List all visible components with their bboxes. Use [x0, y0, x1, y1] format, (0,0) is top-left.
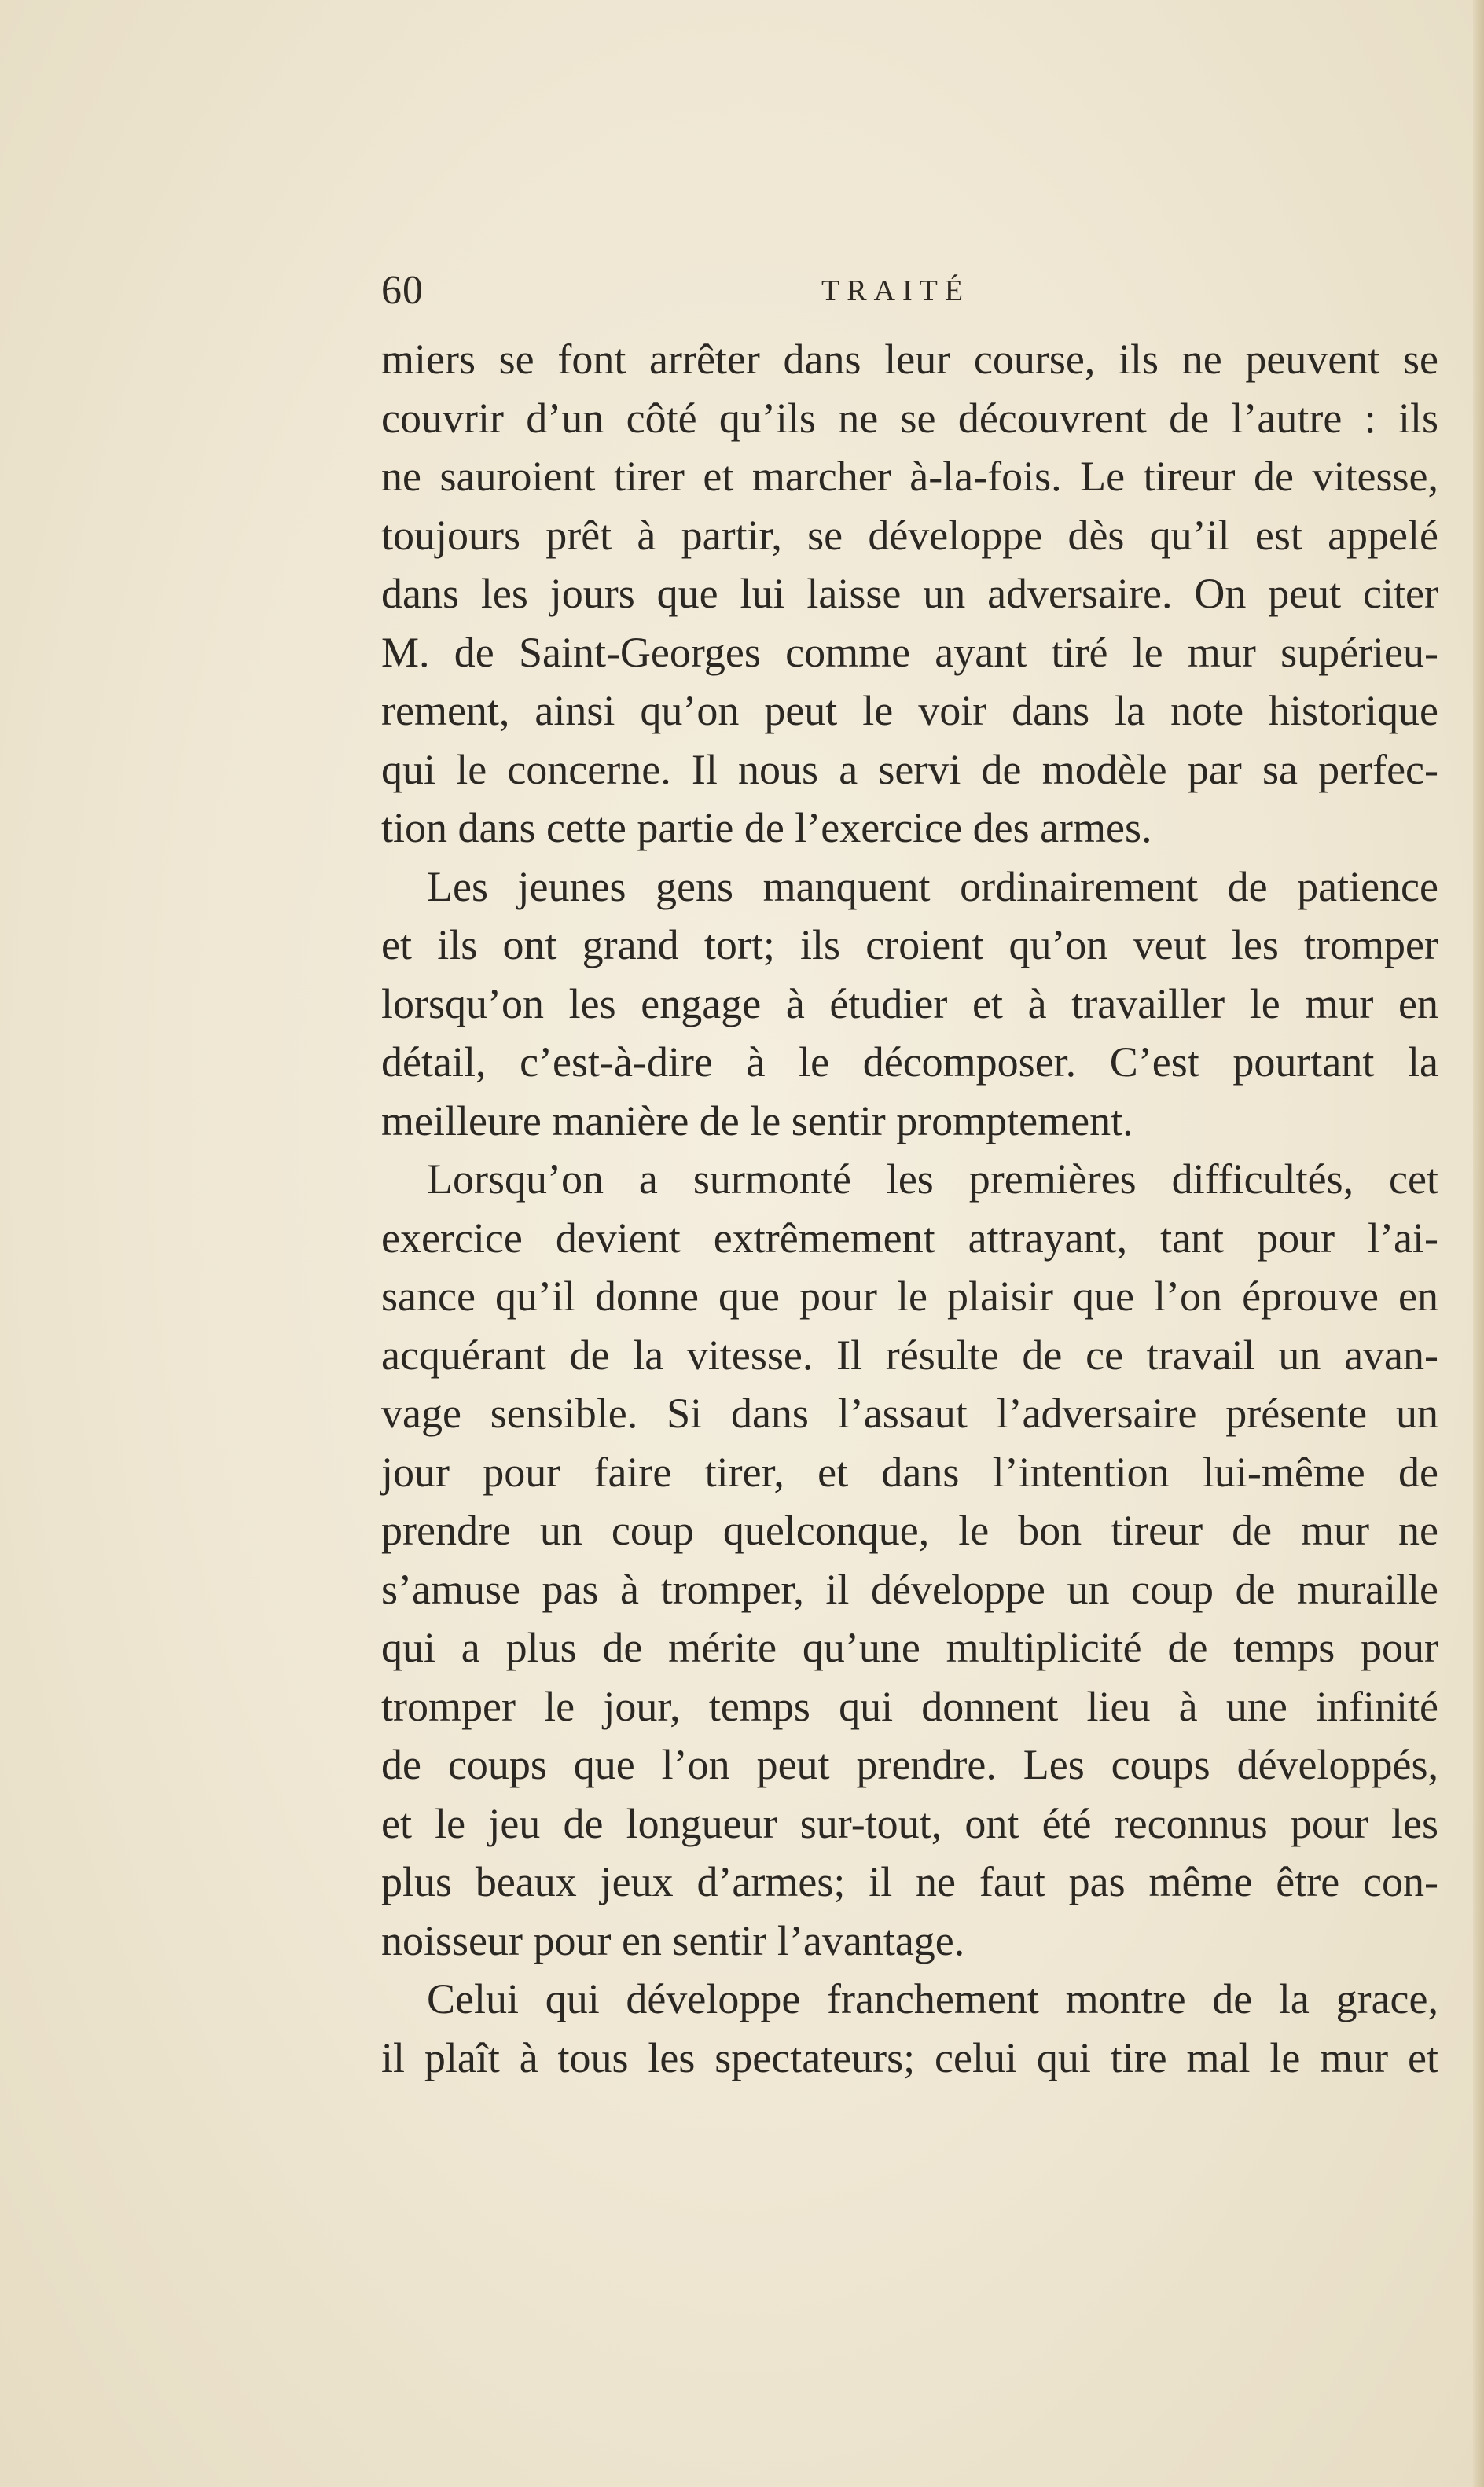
- text-line: M. de Saint-Georges comme ayant tiré le mur supérieu-: [381, 628, 1438, 676]
- text-line: il plaît à tous les spectateurs; celui qui tire mal le mur et: [381, 2033, 1438, 2081]
- text-line: tion dans cette partie de l’exercice des armes.: [381, 804, 1152, 851]
- text-line: qui le concerne. Il nous a servi de modèle par sa perfec-: [381, 745, 1438, 793]
- text-line: dans les jours que lui laisse un adversaire. On peut citer: [381, 570, 1438, 617]
- text-line: meilleure manière de le sentir promptement.: [381, 1097, 1133, 1144]
- text-line: vage sensible. Si dans l’assaut l’adversaire présente un: [381, 1390, 1438, 1437]
- text-line: prendre un coup quelconque, le bon tireur de mur ne: [381, 1507, 1438, 1554]
- text-line: miers se font arrêter dans leur course, ils ne peuvent se: [381, 336, 1438, 383]
- text-line: qui a plus de mérite qu’une multiplicité de temps pour: [381, 1624, 1438, 1671]
- text-line: Les jeunes gens manquent ordinairement de patience: [427, 862, 1438, 910]
- text-line: s’amuse pas à tromper, il développe un coup de muraille: [381, 1565, 1438, 1613]
- page-edge: [1473, 0, 1484, 2487]
- text-line: sance qu’il donne que pour le plaisir que l’on éprouve en: [381, 1273, 1438, 1320]
- text-line: et le jeu de longueur sur-tout, ont été reconnus pour les: [381, 1799, 1438, 1847]
- text-line: ne sauroient tirer et marcher à-la-fois. Le tireur de vitesse,: [381, 453, 1438, 500]
- text-line: couvrir d’un côté qu’ils ne se découvrent de l’autre : ils: [381, 394, 1438, 442]
- text-line: tromper le jour, temps qui donnent lieu à une infinité: [381, 1682, 1438, 1730]
- page-text: [381, 267, 1438, 2087]
- text-line: exercice devient extrêmement attrayant, tant pour l’ai-: [381, 1214, 1438, 1262]
- text-line: Celui qui développe franchement montre de la grace,: [427, 1975, 1438, 2022]
- text-line: noisseur pour en sentir l’avantage.: [381, 1916, 965, 1964]
- text-line: acquérant de la vitesse. Il résulte de ce travail un avan-: [381, 1331, 1438, 1379]
- text-line: rement, ainsi qu’on peut le voir dans la note historique: [381, 687, 1438, 734]
- text-line: plus beaux jeux d’armes; il ne faut pas même être con-: [381, 1858, 1438, 1905]
- text-line: lorsqu’on les engage à étudier et à travailler le mur en: [381, 979, 1438, 1027]
- text-line: Lorsqu’on a surmonté les premières difficultés, cet: [427, 1155, 1438, 1203]
- text-line: toujours prêt à partir, se développe dès qu’il est appelé: [381, 511, 1438, 559]
- text-line: jour pour faire tirer, et dans l’intention lui-même de: [381, 1448, 1438, 1496]
- running-title: TRAITÉ: [821, 274, 971, 307]
- text-line: et ils ont grand tort; ils croient qu’on veut les tromper: [381, 921, 1438, 968]
- text-line: détail, c’est-à-dire à le décomposer. C’est pourtant la: [381, 1038, 1438, 1086]
- text-line: de coups que l’on peut prendre. Les coups développés,: [381, 1741, 1438, 1788]
- running-head: [381, 267, 1438, 330]
- page-number: 60: [381, 268, 424, 313]
